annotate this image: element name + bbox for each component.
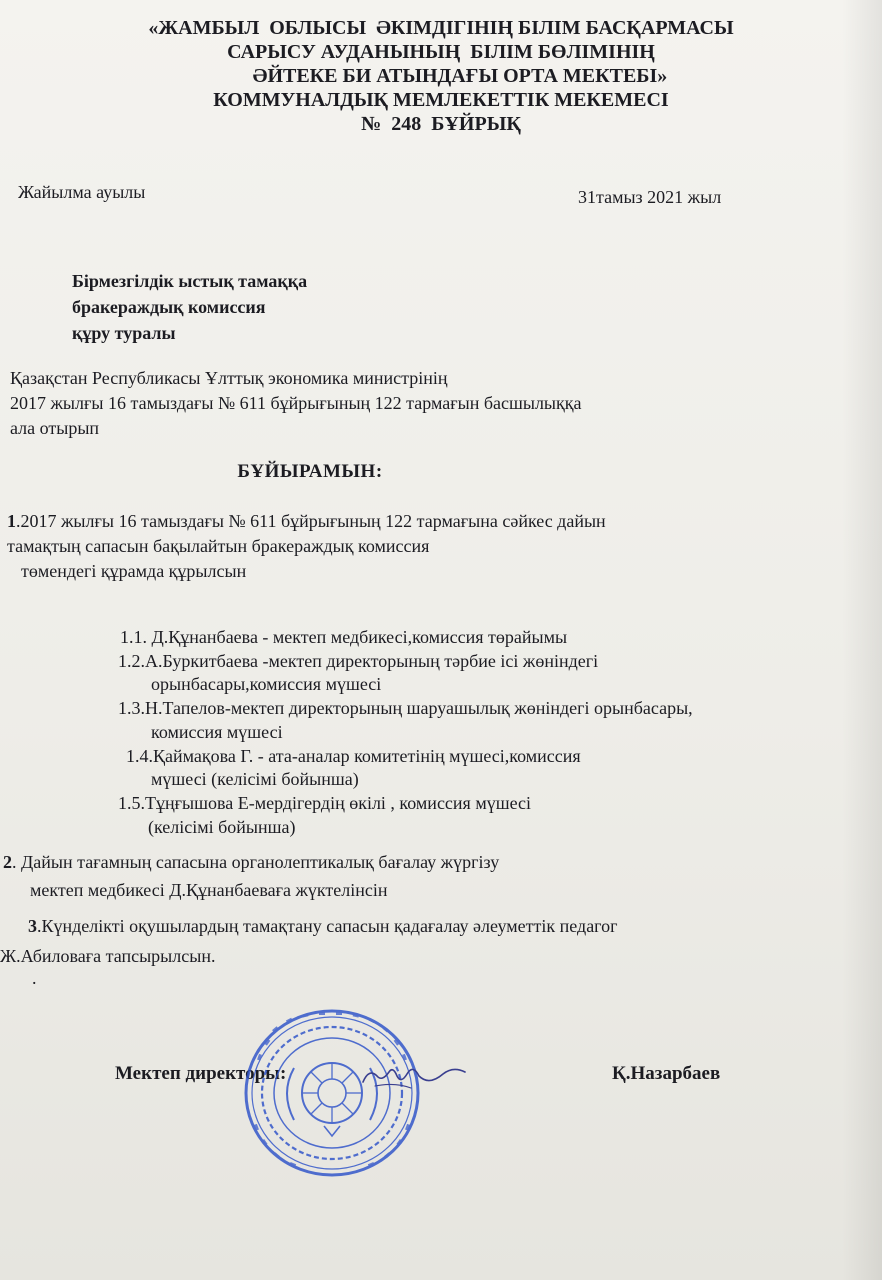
member-5-cont: (келісімі бойынша) — [148, 816, 296, 837]
order-subject — [72, 268, 307, 346]
page-shadow — [842, 0, 882, 1280]
paragraph-1 — [7, 509, 606, 584]
member-1: 1.1. Д.Құнанбаева - мектеп медбикесі,комиссия төрайымы — [120, 627, 568, 647]
header-line-4: КОММУНАЛДЫҚ МЕМЛЕКЕТТІК МЕКЕМЕСІ — [213, 89, 669, 111]
subject-line-2: бракераждық комиссия — [72, 297, 266, 317]
paragraph-1-text: .2017 жылғы 16 тамыздағы № 611 бұйрығының 122 тармағына сәйкес дайын — [16, 511, 606, 531]
subject-line-1: Бірмезгілдік ыстық тамаққа — [72, 271, 308, 291]
subject-line-3: құру туралы — [72, 323, 176, 343]
handwritten-signature — [355, 1060, 470, 1095]
header-line-1: «ЖАМБЫЛ ОБЛЫСЫ ӘКІМДІГІНІҢ БІЛІМ БАСҚАРМАСЫ — [148, 17, 734, 39]
member-3-cont: комиссия мүшесі — [151, 721, 283, 742]
paragraph-2 — [3, 848, 499, 904]
place-name: Жайылма ауылы — [18, 182, 146, 202]
order-number-title: № 248 БҰЙРЫҚ — [361, 113, 521, 135]
header-line-2: САРЫСУ АУДАНЫНЫҢ БІЛІМ БӨЛІМІНІҢ — [227, 41, 655, 63]
commission-members-list — [118, 626, 693, 839]
member-2-cont: орынбасары,комиссия мүшесі — [151, 674, 382, 695]
member-4: 1.4.Қаймақова Г. - ата-аналар комитетінің мүшесі,комиссия — [126, 745, 581, 766]
paragraph-2-line-2: мектеп медбикесі Д.Құнанбаеваға жүктелінсін — [30, 880, 388, 900]
preamble — [10, 366, 582, 441]
paragraph-3-number: 3 — [28, 916, 37, 936]
paragraph-2-number: 2 — [3, 852, 12, 872]
member-3: 1.3.Н.Тапелов-мектеп директорының шаруашылық жөніндегі орынбасары, — [118, 698, 693, 719]
paragraph-3-line-1 — [0, 911, 618, 941]
document-header — [0, 16, 882, 136]
paragraph-3-line-2: Ж.Абиловаға тапсырылсын. — [0, 946, 216, 966]
member-4-cont: мүшесі (келісімі бойынша) — [151, 769, 359, 790]
preamble-line-1: Қазақстан Республикасы Ұлттық экономика министрінің — [10, 368, 448, 388]
order-date: 31тамыз 2021 жыл — [578, 187, 722, 207]
director-label: Мектеп директоры: — [115, 1063, 287, 1084]
preamble-line-2: 2017 жылғы 16 тамыздағы № 611 бұйрығының 122 тармағын басшылыққа — [10, 393, 582, 413]
member-2: 1.2.А.Буркитбаева -мектеп директорының тәрбие ісі жөніндегі — [118, 650, 599, 671]
order-word: БҰЙЫРАМЫН: — [237, 461, 383, 482]
header-line-3: ӘЙТЕКЕ БИ АТЫНДАҒЫ ОРТА МЕКТЕБІ» — [252, 65, 668, 87]
paragraph-3 — [0, 911, 618, 971]
director-name: Қ.Назарбаев — [612, 1063, 721, 1084]
paragraph-2-line-1 — [3, 848, 499, 876]
member-5: 1.5.Тұңғышова Е-мердігердің өкілі , комиссия мүшесі — [118, 792, 532, 813]
paragraph-1-line-2: тамақтың сапасын бақылайтын бракераждық комиссия — [7, 536, 430, 556]
paragraph-1-line-3: төмендегі құрамда құрылсын — [21, 561, 247, 581]
paragraph-1-line-1 — [7, 509, 606, 534]
stray-dot: . — [32, 968, 37, 988]
paragraph-2-text: . Дайын тағамның сапасына органолептикалық бағалау жүргізу — [12, 852, 500, 872]
paragraph-1-number: 1 — [7, 511, 16, 531]
preamble-line-3: ала отырып — [10, 418, 100, 438]
paragraph-3-text: .Күнделікті оқушылардың тамақтану сапасын қадағалау әлеуметтік педагог — [37, 916, 618, 936]
